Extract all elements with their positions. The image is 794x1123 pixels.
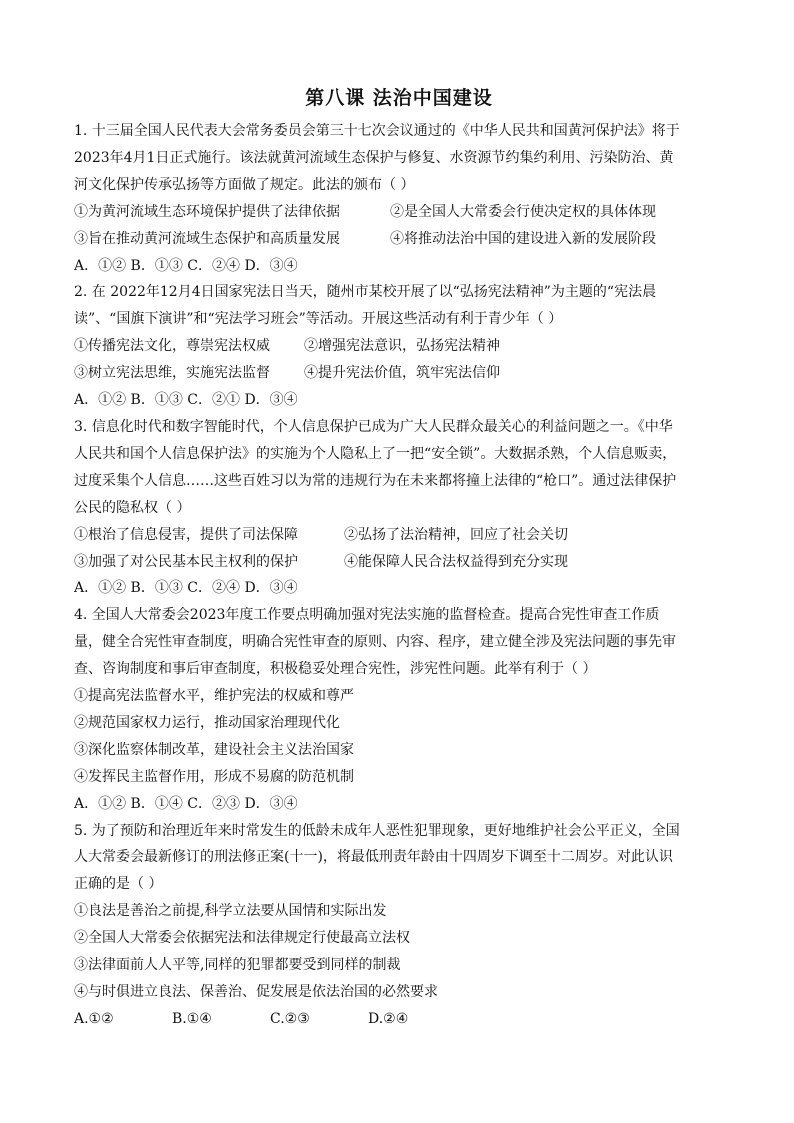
- question-2-option-2: ②增强宪法意识，弘扬宪法精神: [304, 338, 500, 355]
- question-3-options-row-1: [74, 522, 724, 549]
- question-1-stem-line-2: 2023年4月1日正式施行。该法就黄河流域生态保护与修复、水资源节约集约利用、污染防治、黄: [74, 149, 674, 166]
- question-5-option-2: ②全国人大常委会依据宪法和法律规定行使最高立法权: [74, 930, 410, 947]
- question-1-options-row-1: [74, 199, 724, 226]
- question-2-answer-choices: A．①② B．①③ C．②① D．③④: [74, 392, 298, 409]
- question-3-option-4: ④能保障人民合法权益得到充分实现: [344, 553, 568, 570]
- question-1-answer-choices: A．①② B．①③ C．②④ D．③④: [74, 257, 298, 274]
- question-2: [74, 279, 724, 414]
- question-5-answer-b: B.①④: [172, 1010, 212, 1027]
- question-4-answer-choices: A．①② B．①④ C．②③ D．③④: [74, 795, 298, 812]
- question-5-option-1: ①良法是善治之前提,科学立法要从国情和实际出发: [74, 903, 387, 920]
- question-4-stem-line-1: 4. 全国人大常委会2023年度工作要点明确加强对宪法实施的监督检查。提高合宪性审查工作质: [74, 607, 660, 624]
- question-5-stem-line-3: 正确的是（ ）: [74, 876, 163, 893]
- question-3-stem-line-4: 公民的隐私权（ ）: [74, 499, 191, 516]
- question-5-answer-c: C.②③: [270, 1010, 310, 1027]
- question-1-option-4: ④将推动法治中国的建设进入新的发展阶段: [390, 230, 656, 247]
- question-1-option-2: ②是全国人大常委会行使决定权的具体体现: [390, 203, 656, 220]
- question-5-option-3: ③法律面前人人平等,同样的犯罪都要受到同样的制裁: [74, 957, 401, 974]
- question-3-option-2: ②弘扬了法治精神，回应了社会关切: [344, 526, 568, 543]
- question-3-option-3: ③加强了对公民基本民主权利的保护: [74, 553, 298, 570]
- page-title: 第八课 法治中国建设: [305, 87, 493, 109]
- question-5: [74, 818, 724, 1033]
- question-2-stem-line-1: 2. 在 2022年12月4日国家宪法日当天，随州市某校开展了以“弘扬宪法精神”为主题的“宪法晨: [74, 284, 657, 301]
- question-3: [74, 414, 724, 602]
- question-3-stem-line-3: 过度采集个人信息……这些百姓习以为常的违规行为在未来都将撞上法律的“枪口”。通过法律保护: [74, 472, 677, 489]
- question-2-options-row-2: [74, 360, 724, 387]
- question-1: [74, 118, 724, 279]
- question-5-option-4: ④与时俱进立良法、保善治、促发展是依法治国的必然要求: [74, 984, 438, 1000]
- question-1-option-1: ①为黄河流域生态环境保护提供了法律依据: [74, 203, 340, 220]
- question-3-option-1: ①根治了信息侵害，提供了司法保障: [74, 526, 298, 543]
- question-4-option-1: ①提高宪法监督水平，维护宪法的权威和尊严: [74, 688, 354, 705]
- question-4-stem-line-3: 查、咨询制度和事后审查制度，积极稳妥处理合宪性，涉宪性问题。此举有利于（ ）: [74, 661, 597, 678]
- question-5-stem-line-1: 5. 为了预防和治理近年来时常发生的低龄未成年人恶性犯罪现象，更好地维护社会公平正义，全国: [74, 822, 680, 839]
- question-4-stem-line-2: 量，健全合宪性审查制度，明确合宪性审查的原则、内容、程序，建立健全涉及宪法问题的事先审: [74, 634, 676, 651]
- question-4-option-3: ③深化监察体制改革，建设社会主义法治国家: [74, 741, 354, 758]
- question-4: [74, 602, 724, 817]
- question-1-options-row-2: [74, 226, 724, 253]
- question-5-answer-a: A.①②: [74, 1010, 114, 1027]
- question-5-answer-choices: [74, 1006, 724, 1033]
- question-2-stem-line-2: 读”、“国旗下演讲”和“宪法学习班会”等活动。开展这些活动有利于青少年（ ）: [74, 311, 563, 328]
- question-2-option-1: ①传播宪法文化，尊崇宪法权威: [74, 338, 270, 355]
- question-4-option-2: ②规范国家权力运行，推动国家治理现代化: [74, 714, 340, 731]
- question-3-stem-line-1: 3. 信息化时代和数字智能时代，个人信息保护已成为广大人民群众最关心的利益问题之一。《中华: [74, 418, 673, 435]
- question-1-stem-line-1: 1. 十三届全国人民代表大会常务委员会第三十七次会议通过的《中华人民共和国黄河保护法》将于: [74, 123, 680, 139]
- question-2-options-row-1: [74, 333, 724, 360]
- question-2-option-4: ④提升宪法价值，筑牢宪法信仰: [304, 365, 500, 382]
- question-5-stem-line-2: 人大常委会最新修订的刑法修正案(十一)，将最低刑责年龄由十四周岁下调至十二周岁。对此认识: [74, 849, 673, 866]
- question-5-answer-d: D.②④: [368, 1010, 409, 1027]
- question-3-answer-choices: A．①② B．①③ C．②④ D．③④: [74, 580, 298, 597]
- question-4-option-4: ④发挥民主监督作用，形成不易腐的防范机制: [74, 768, 354, 785]
- question-3-stem-line-2: 人民共和国个人信息保护法》的实施为个人隐私上了一把“安全锁”。大数据杀熟，个人信息贩卖，: [74, 445, 677, 462]
- question-1-option-3: ③旨在推动黄河流域生态保护和高质量发展: [74, 230, 340, 247]
- question-2-option-3: ③树立宪法思维，实施宪法监督: [74, 365, 270, 382]
- question-3-options-row-2: [74, 549, 724, 576]
- question-1-stem-line-3: 河文化保护传承弘扬等方面做了规定。此法的颁布（ ）: [74, 176, 415, 193]
